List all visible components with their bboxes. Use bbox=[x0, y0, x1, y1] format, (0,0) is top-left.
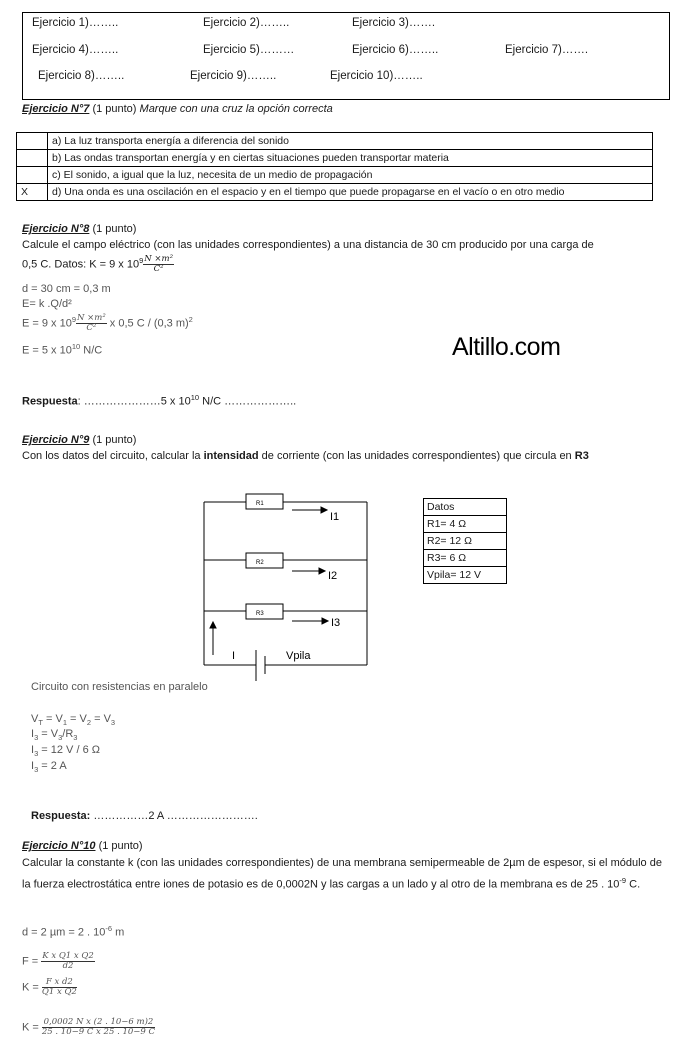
q8-sub-unit-fraction bbox=[76, 314, 107, 333]
q7-instruction: Marque con una cruz la opción correcta bbox=[139, 103, 333, 115]
q10-f-den: d2 bbox=[62, 961, 74, 971]
q8-answer-exp: 10 bbox=[190, 393, 200, 402]
q8-unit-den: C² bbox=[153, 264, 164, 274]
q8-sub-unit-num: N ×m² bbox=[77, 313, 106, 323]
q8-points: (1 punto) bbox=[92, 223, 137, 235]
q9-step-result bbox=[31, 760, 67, 774]
resistor-r3 bbox=[246, 604, 283, 619]
q10-d-exp: -6 bbox=[105, 924, 113, 933]
q9-points: (1 punto) bbox=[92, 434, 137, 446]
q10-k-fraction bbox=[42, 978, 77, 997]
s2-r: /R bbox=[62, 728, 74, 740]
r2-label: R2 bbox=[256, 560, 264, 566]
q7-option-b bbox=[17, 150, 653, 167]
s4-3: 3 bbox=[34, 765, 39, 775]
q9-heading bbox=[22, 434, 136, 446]
s4-rest: = 2 A bbox=[38, 760, 67, 772]
q10-title: Ejercicio N°10 bbox=[22, 840, 96, 852]
watermark: Altillo.com bbox=[452, 333, 561, 361]
q7-mark-a[interactable] bbox=[17, 133, 48, 150]
q10-k2-num: 0,0002 N x (2 . 10−6 m)2 bbox=[43, 1017, 154, 1027]
q7-mark-b[interactable] bbox=[17, 150, 48, 167]
q8-sub-exp: 9 bbox=[71, 314, 77, 324]
vpila-label: Vpila bbox=[286, 650, 311, 662]
score-ejercicio-7: Ejercicio 7)……. bbox=[505, 44, 589, 56]
resistor-r1 bbox=[246, 494, 283, 509]
q10-statement-text: Calcular la constante k (con las unidades correspondientes) de una membrana semipermeable de 2µm de espesor, si el módulo de la fuerza electrostática entre iones de potasio es de 0,0002N y las cargas a un lado y al otro de la membrana es de 25 . 10 bbox=[22, 857, 662, 891]
s2-3b: 3 bbox=[58, 733, 63, 743]
score-ejercicio-9: Ejercicio 9)…….. bbox=[190, 70, 277, 82]
score-ejercicio-4: Ejercicio 4)…….. bbox=[32, 44, 119, 56]
q8-sub-prefix: E = 9 x 10 bbox=[22, 317, 72, 330]
q7-points: (1 punto) bbox=[92, 103, 137, 115]
q9-answer-label: Respuesta: bbox=[31, 810, 91, 822]
q10-k-num: F x d2 bbox=[42, 978, 77, 988]
q7-text-d: d) Una onda es una oscilación en el espacio y en el tiempo que puede propagarse en el vacío o en otro medio bbox=[48, 184, 653, 201]
q10-points: (1 punto) bbox=[98, 840, 143, 852]
q9-statement-bold-r3: R3 bbox=[574, 450, 589, 462]
q8-sub-unit-den: C² bbox=[86, 323, 97, 333]
q10-f-label: F = bbox=[22, 955, 42, 968]
q8-answer-suffix: N/C ……………….. bbox=[199, 395, 297, 408]
q7-mark-d[interactable]: X bbox=[17, 184, 48, 201]
s2-3c: 3 bbox=[73, 733, 78, 743]
s3-i: I bbox=[31, 744, 35, 756]
q7-mark-c[interactable] bbox=[17, 167, 48, 184]
s1-t: T bbox=[38, 718, 43, 728]
r3-label: R3 bbox=[256, 611, 264, 617]
q10-k2-label: K = bbox=[22, 1021, 42, 1034]
r1-label: R1 bbox=[256, 501, 264, 507]
s1-v: V bbox=[31, 713, 39, 725]
q8-result-exp: 10 bbox=[71, 342, 81, 351]
q8-sub-suffix: x 0,5 C / (0,3 m) bbox=[106, 317, 189, 330]
s4-i: I bbox=[31, 760, 35, 772]
resistor-r2 bbox=[246, 553, 283, 568]
q10-step-coulomb bbox=[22, 952, 95, 971]
score-ejercicio-5: Ejercicio 5)……… bbox=[203, 44, 295, 56]
s3-3: 3 bbox=[34, 749, 39, 759]
s2-i: I bbox=[31, 728, 35, 740]
q7-option-d bbox=[17, 184, 653, 201]
q7-text-a: a) La luz transporta energía a diferencia del sonido bbox=[48, 133, 653, 150]
s1-eq3: = V bbox=[91, 713, 111, 725]
q7-text-b: b) Las ondas transportan energía y en ciertas situaciones pueden transportar materia bbox=[48, 150, 653, 167]
q8-data-unit-fraction bbox=[143, 255, 174, 274]
q7-option-a bbox=[17, 133, 653, 150]
q8-step-substitution bbox=[22, 314, 193, 333]
q9-answer-value: ……………2 A ……………………. bbox=[90, 810, 258, 822]
q10-step-distance bbox=[22, 924, 124, 939]
s1-3: 3 bbox=[110, 718, 116, 728]
q7-heading bbox=[22, 103, 333, 115]
q8-result-prefix: E = 5 x 10 bbox=[22, 344, 72, 357]
q8-unit-num: N ×m² bbox=[144, 254, 173, 264]
q7-option-c bbox=[17, 167, 653, 184]
q10-d-suffix: m bbox=[112, 926, 125, 939]
score-ejercicio-10: Ejercicio 10)…….. bbox=[330, 70, 423, 82]
q10-k-den: Q1 x Q2 bbox=[41, 987, 77, 997]
q8-title: Ejercicio N°8 bbox=[22, 223, 90, 235]
q9-answer bbox=[31, 810, 258, 822]
q10-f-num: K x Q1 x Q2 bbox=[42, 951, 94, 961]
q10-step-k-formula bbox=[22, 978, 77, 997]
i2-label: I2 bbox=[328, 570, 338, 582]
score-ejercicio-8: Ejercicio 8)…….. bbox=[38, 70, 125, 82]
datos-r1: R1= 4 Ω bbox=[424, 516, 507, 533]
q9-statement-c: de corriente (con las unidades correspondientes) que circula en bbox=[258, 450, 575, 462]
s2-3: 3 bbox=[34, 733, 39, 743]
q10-k-label: K = bbox=[22, 981, 42, 994]
q9-step-substitution bbox=[31, 744, 100, 758]
q8-data-line bbox=[22, 255, 174, 274]
score-ejercicio-2: Ejercicio 2)…….. bbox=[203, 17, 290, 29]
q10-step-k-substitution bbox=[22, 1018, 155, 1037]
i1-label: I1 bbox=[330, 511, 340, 523]
q7-options-table bbox=[16, 132, 653, 201]
datos-r3: R3= 6 Ω bbox=[424, 550, 507, 567]
q10-k2-fraction bbox=[42, 1018, 155, 1037]
q10-statement bbox=[22, 855, 662, 894]
s1-2: 2 bbox=[86, 718, 92, 728]
s1-1: 1 bbox=[62, 718, 67, 728]
datos-r2: R2= 12 Ω bbox=[424, 533, 507, 550]
q10-d-prefix: d = 2 µm = 2 . 10 bbox=[22, 926, 106, 939]
score-ejercicio-3: Ejercicio 3)……. bbox=[352, 17, 436, 29]
s1-eq1: = V bbox=[42, 713, 63, 725]
q9-title: Ejercicio N°9 bbox=[22, 434, 90, 446]
circuit-data-table bbox=[423, 498, 507, 584]
q8-answer-label: Respuesta bbox=[22, 395, 78, 408]
s1-eq2: = V bbox=[66, 713, 87, 725]
q9-statement-bold-intensidad: intensidad bbox=[203, 450, 259, 462]
q10-statement-exp: -9 bbox=[619, 876, 627, 885]
q9-statement bbox=[22, 450, 589, 462]
parallel-circuit-diagram bbox=[195, 485, 385, 685]
s2-eq: = V bbox=[38, 728, 59, 740]
q8-sub-square: 2 bbox=[188, 314, 193, 324]
q8-step-distance: d = 30 cm = 0,3 m bbox=[22, 283, 111, 295]
exercise-score-box bbox=[22, 12, 670, 100]
q10-statement-suffix: C. bbox=[626, 878, 641, 891]
q10-heading bbox=[22, 840, 143, 852]
q8-answer bbox=[22, 393, 296, 408]
q9-step-voltages bbox=[31, 713, 115, 727]
datos-vpila: Vpila= 12 V bbox=[424, 567, 507, 584]
datos-header: Datos bbox=[424, 499, 507, 516]
q8-step-formula: E= k .Q/d² bbox=[22, 298, 72, 310]
i3-label: I3 bbox=[331, 617, 341, 629]
q8-heading bbox=[22, 223, 136, 235]
q8-step-result bbox=[22, 342, 102, 357]
q8-statement: Calcule el campo eléctrico (con las unidades correspondientes) a una distancia de 30 cm producido por una carga de bbox=[22, 239, 594, 251]
score-ejercicio-1: Ejercicio 1)…….. bbox=[32, 17, 119, 29]
q8-data-exp: 9 bbox=[139, 255, 144, 265]
i-total-label: I bbox=[232, 650, 236, 662]
q7-title: Ejercicio N°7 bbox=[22, 103, 90, 115]
q10-f-fraction bbox=[41, 952, 95, 971]
q8-data-prefix: 0,5 C. Datos: K = 9 x 10 bbox=[22, 258, 140, 271]
s3-rest: = 12 V / 6 Ω bbox=[38, 744, 100, 756]
q10-k2-den: 25 . 10−9 C x 25 . 10−9 C bbox=[41, 1027, 156, 1037]
q9-statement-a: Con los datos del circuito, calcular la bbox=[22, 450, 204, 462]
q8-answer-prefix: : …………………5 x 10 bbox=[77, 395, 191, 408]
q9-step-ohm bbox=[31, 728, 77, 742]
circuit-caption: Circuito con resistencias en paralelo bbox=[31, 681, 208, 693]
q8-result-suffix: N/C bbox=[80, 344, 103, 357]
q7-text-c: c) El sonido, a igual que la luz, necesita de un medio de propagación bbox=[48, 167, 653, 184]
score-ejercicio-6: Ejercicio 6)…….. bbox=[352, 44, 439, 56]
